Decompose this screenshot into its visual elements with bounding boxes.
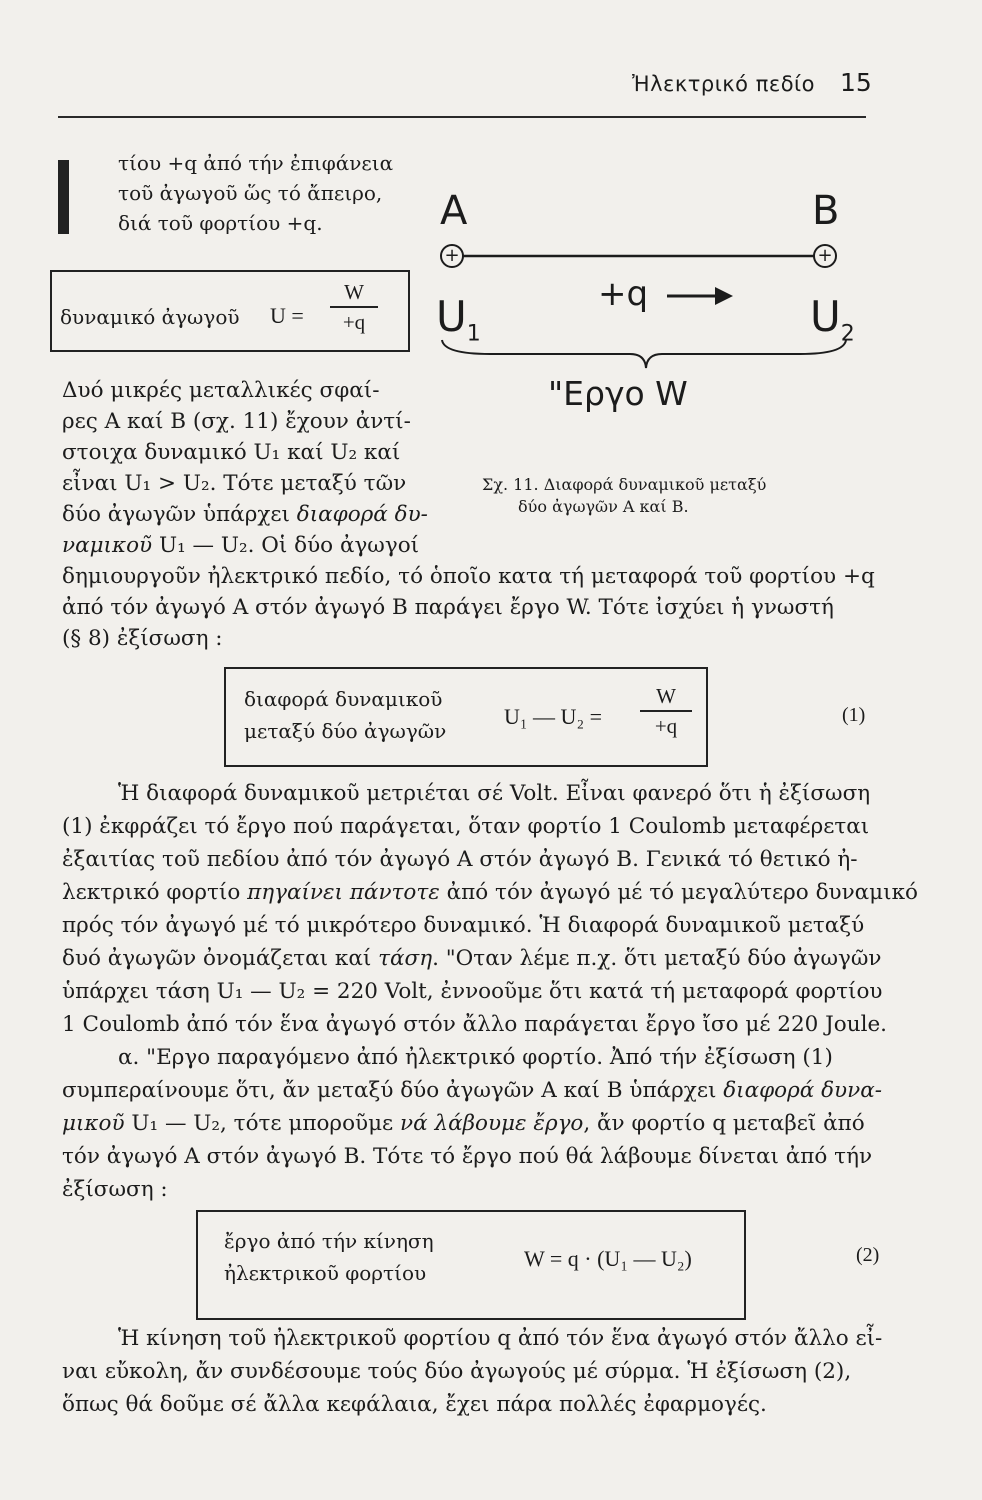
- para2-line-7: ὑπάρχει τάση U₁ — U₂ = 220 Volt, ἐννοοῦμε ὅτι κατά τή μεταφορά φορτίου: [62, 979, 883, 1004]
- figure-11: [430, 186, 880, 516]
- intro-line-1: τίου +q ἀπό τήν ἐπιφάνεια: [118, 151, 394, 175]
- running-header-title: Ἠλεκτρικό πεδίο: [632, 72, 816, 96]
- para1-line-2: ρες A καί B (σχ. 11) ἔχουν ἀντί-: [62, 409, 411, 434]
- para2-line-2: (1) ἐκφράζει τό ἔργο πού παράγεται, ὅταν φορτίο 1 Coulomb μεταφέρεται: [62, 814, 870, 839]
- U1-subscript: 1: [466, 321, 481, 347]
- para4-line-3: ὅπως θά δοῦμε σέ ἄλλα κεφάλαια, ἔχει πάρα πολλές ἐφαρμογές.: [62, 1392, 767, 1417]
- para1-line-4: εἶναι U₁ > U₂. Τότε μεταξύ τῶν: [62, 471, 407, 496]
- intro-line-3: διά τοῦ φορτίου +q.: [118, 211, 323, 235]
- para1-line-6: [62, 529, 419, 562]
- conductor-line: [430, 238, 880, 278]
- para3-l2-italic: διαφορά δυνα-: [723, 1078, 882, 1103]
- charge-label: +q: [598, 274, 649, 314]
- figure-caption-line-1: Σχ. 11. Διαφορά δυναμικοῦ μεταξύ: [482, 475, 767, 494]
- para2-line-1: Ἡ διαφορά δυναμικοῦ μετριέται σέ Volt. Εἶναι φανερό ὅτι ἡ ἐξίσωση: [118, 781, 871, 806]
- fraction-bar: [330, 306, 378, 308]
- para3-line-1: α. "Εργο παραγόμενο ἀπό ἠλεκτρικό φορτίο. Ἀπό τήν ἐξίσωση (1): [118, 1045, 833, 1070]
- para3-line-4: τόν ἀγωγό A στόν ἀγωγό B. Τότε τό ἔργο πού θά λάβουμε δίνεται ἀπό τήν: [62, 1144, 873, 1169]
- para2-l4-text-c: ἀπό τόν ἀγωγό μέ τό μεγαλύτερο δυναμικό: [439, 880, 918, 905]
- sphere-b-plus: +: [817, 245, 833, 266]
- para1-line-9: (§ 8) ἐξίσωση :: [62, 626, 223, 651]
- work-brace: [430, 338, 880, 378]
- potential-label: δυναμικό ἀγωγοῦ: [60, 305, 240, 329]
- para3-l3-text-b: U₁ — U₂, τότε μποροῦμε: [124, 1111, 401, 1136]
- para2-l6-text-c: . "Οταν λέμε π.χ. ὅτι μεταξύ δύο ἀγωγῶν: [432, 946, 882, 971]
- label-B: B: [812, 188, 840, 234]
- para1-line-7: δημιουργοῦν ἠλεκτρικό πεδίο, τό ὁποῖο κατα τή μεταφορά τοῦ φορτίου +q: [62, 564, 875, 589]
- para3-line-2: [62, 1074, 882, 1107]
- page-number: 15: [840, 68, 872, 97]
- potential-denominator: +q: [342, 310, 366, 334]
- sphere-a-plus: +: [444, 245, 460, 266]
- margin-bar: [58, 160, 69, 234]
- equation-1-numerator: W: [656, 684, 676, 708]
- para3-line-5: ἐξίσωση :: [62, 1177, 168, 1202]
- para3-l3-italic-a: μικοῦ: [62, 1111, 125, 1136]
- para2-l6-text-a: δυό ἀγωγῶν ὀνομάζεται καί: [62, 946, 379, 971]
- para4-line-1: Ἡ κίνηση τοῦ ἠλεκτρικοῦ φορτίου q ἀπό τόν ἕνα ἀγωγό στόν ἄλλο εἶ-: [118, 1326, 883, 1351]
- para1-line-5: [62, 498, 428, 531]
- para1-l6-text: U₁ — U₂. Οἱ δύο ἀγωγοί: [152, 533, 420, 558]
- para4-line-2: ναι εὔκολη, ἄν συνδέσουμε τούς δύο ἀγωγούς μέ σύρμα. Ἡ ἐξίσωση (2),: [62, 1359, 852, 1384]
- figure-caption-line-2: δύο ἀγωγῶν A καί B.: [518, 497, 689, 516]
- para3-l3-text-d: , ἄν φορτίο q μεταβεῖ ἀπό: [583, 1111, 865, 1136]
- para3-l2-text: συμπεραίνουμε ὅτι, ἄν μεταξύ δύο ἀγωγῶν A καί B ὑπάρχει: [62, 1078, 724, 1103]
- work-label: "Εργο W: [548, 374, 688, 413]
- equation-1-fraction: [640, 684, 692, 738]
- arrow-right-icon: [665, 284, 735, 308]
- potential-numerator: W: [344, 280, 364, 304]
- para2-line-8: 1 Coulomb ἀπό τόν ἕνα ἀγωγό στόν ἄλλο παράγεται ἔργο ἴσο μέ 220 Joule.: [62, 1012, 888, 1037]
- equation-1-lhs: U₁ — U₂ =: [504, 704, 603, 729]
- equation-2-number: (2): [856, 1244, 880, 1266]
- para2-l6-italic: τάση: [378, 946, 433, 971]
- para1-line-8: ἀπό τόν ἀγωγό A στόν ἀγωγό B παράγει ἔργο W. Τότε ἰσχύει ἡ γνωστή: [62, 595, 834, 620]
- equation-2-label-1: ἔργο ἀπό τήν κίνηση: [224, 1229, 434, 1253]
- para1-line-3: στοιχα δυναμικό U₁ καί U₂ καί: [62, 440, 401, 465]
- para2-line-3: ἐξαιτίας τοῦ πεδίου ἀπό τόν ἀγωγό A στόν ἀγωγό B. Γενικά τό θετικό ἠ-: [62, 847, 858, 872]
- fraction-bar: [640, 710, 692, 712]
- equation-1-label-2: μεταξύ δύο ἀγωγῶν: [244, 719, 447, 743]
- para2-l4-italic: πηγαίνει πάντοτε: [247, 880, 440, 905]
- para1-line-1: Δυό μικρές μεταλλικές σφαί-: [62, 378, 380, 403]
- para3-l3-italic-c: νά λάβουμε ἔργο: [400, 1111, 584, 1136]
- para2-line-6: [62, 942, 882, 975]
- intro-line-2: τοῦ ἀγωγοῦ ὥς τό ἄπειρο,: [118, 181, 383, 205]
- equation-1-number: (1): [842, 704, 866, 726]
- label-A: A: [440, 188, 468, 234]
- equation-2-label-2: ἠλεκτρικοῦ φορτίου: [224, 1261, 427, 1285]
- para3-line-3: [62, 1107, 865, 1140]
- para1-l5-italic: διαφορά δυ-: [296, 502, 428, 527]
- para2-line-5: πρός τόν ἀγωγό μέ τό μικρότερο δυναμικό. Ἡ διαφορά δυναμικοῦ μεταξύ: [62, 913, 865, 938]
- potential-fraction: [330, 280, 378, 334]
- header-rule: [58, 116, 866, 118]
- para2-line-4: [62, 876, 918, 909]
- para2-l4-text-a: λεκτρικό φορτίο: [62, 880, 248, 905]
- equation-1-denominator: +q: [654, 714, 678, 738]
- para1-l6-italic: ναμικοῦ: [62, 533, 153, 558]
- potential-lhs: U =: [270, 303, 304, 328]
- equation-1-label-1: διαφορά δυναμικοῦ: [244, 687, 443, 711]
- equation-2-formula: W = q · (U₁ — U₂): [524, 1246, 692, 1271]
- U2-main: U: [810, 292, 841, 341]
- para1-l5-text: δύο ἀγωγῶν ὑπάρχει: [62, 502, 297, 527]
- U2-subscript: 2: [840, 321, 855, 347]
- U1-main: U: [436, 292, 467, 341]
